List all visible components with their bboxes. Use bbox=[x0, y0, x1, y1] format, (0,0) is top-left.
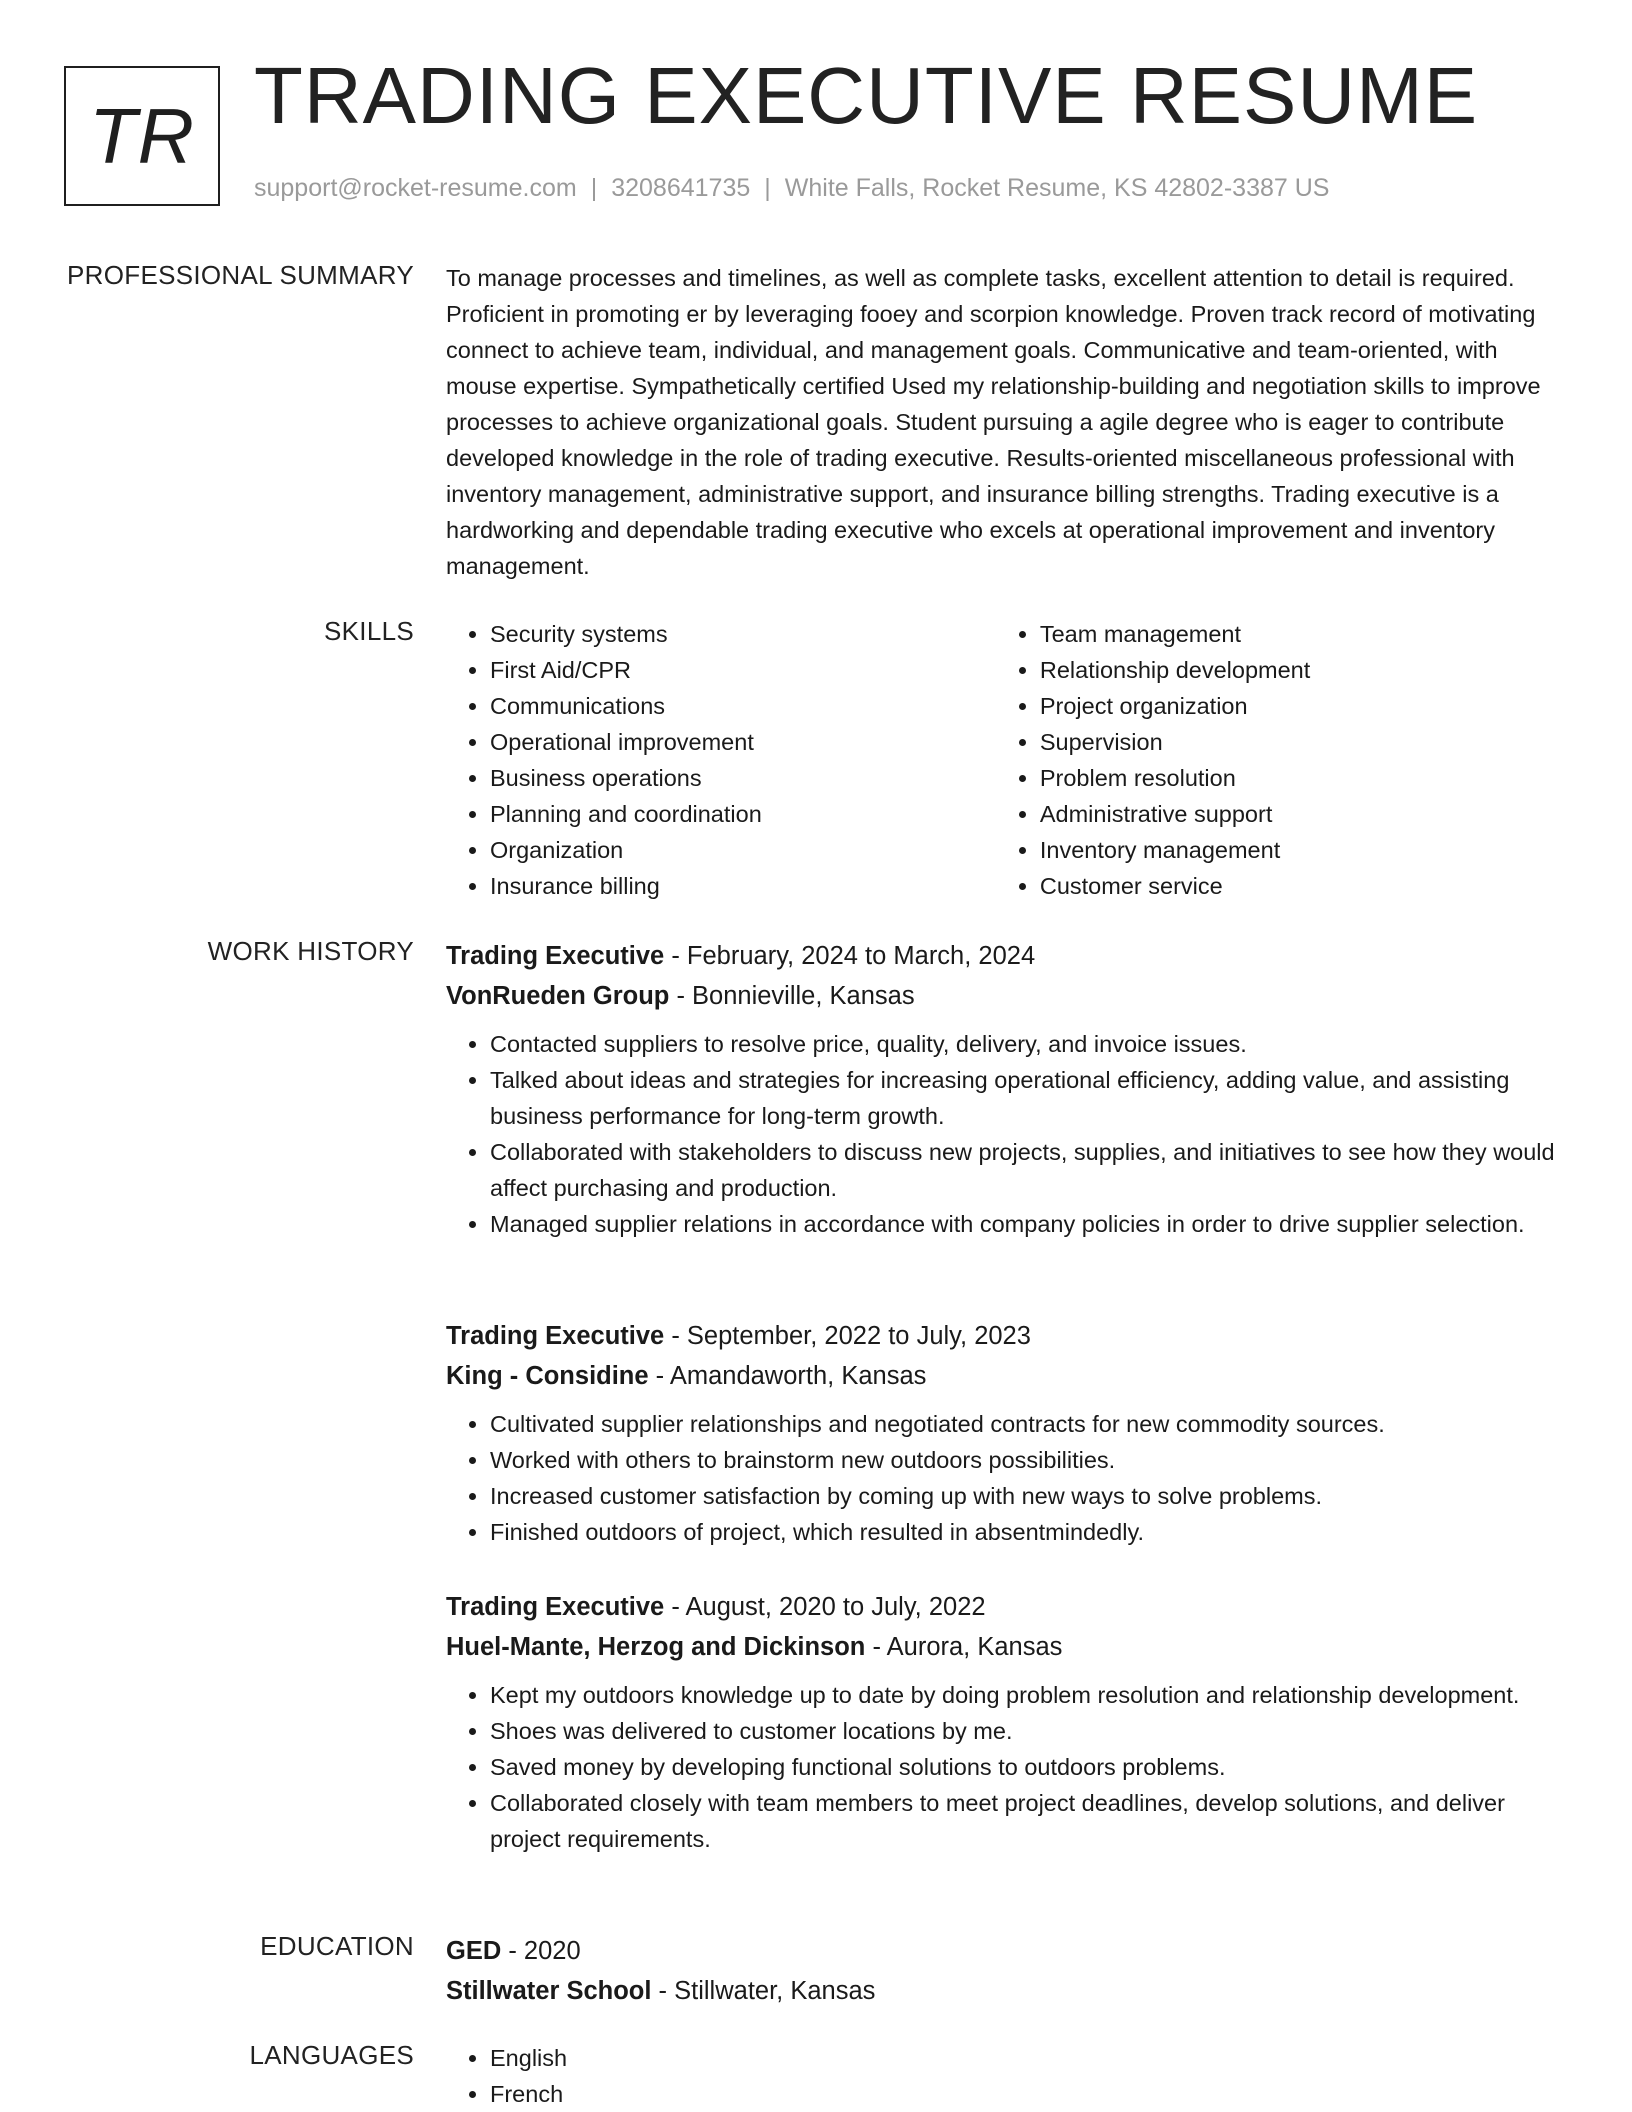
education-location: - Stillwater, Kansas bbox=[651, 1977, 876, 2005]
job-company-line bbox=[446, 1356, 1566, 1396]
resume-title: TRADING EXECUTIVE RESUME bbox=[254, 51, 1479, 140]
job-role-line bbox=[446, 936, 1566, 976]
summary-text: To manage processes and timelines, as well as complete tasks, excellent attention to detail is required. Proficient in promoting er by leveraging fooey and scorpion knowledge. Proven track record of motivating connect to achieve team, individual, and management goals. Communicative and team-oriented, with mouse expertise. Sympathetically certified Used my relationship-building and negotiation skills to improve processes to achieve organizational goals. Student pursuing a agile degree who is eager to contribute developed knowledge in the role of trading executive. Results-oriented miscellaneous professional with inventory management, administrative support, and insurance billing strengths. Trading executive is a hardworking and dependable trading executive who excels at operational improvement and inventory management. bbox=[446, 265, 1541, 579]
skill-item: • Organization bbox=[490, 832, 996, 868]
job-bullet: • Collaborated closely with team members to meet project deadlines, develop solutions, and deliver project requirements. bbox=[490, 1785, 1566, 1857]
work-history-heading: WORK HISTORY bbox=[207, 936, 414, 966]
skill-item: • Customer service bbox=[1040, 868, 1566, 904]
skill-item: • Planning and coordination bbox=[490, 796, 996, 832]
job-bullets bbox=[446, 1026, 1566, 1242]
contact-separator: | bbox=[590, 174, 598, 202]
job-company: Huel-Mante, Herzog and Dickinson bbox=[446, 1633, 866, 1661]
job-role-line bbox=[446, 1316, 1566, 1356]
skill-item: • First Aid/CPR bbox=[490, 652, 996, 688]
job-company: VonRueden Group bbox=[446, 982, 670, 1010]
skill-item: • Inventory management bbox=[1040, 832, 1566, 868]
languages-list bbox=[446, 2040, 1566, 2112]
monogram-logo: TR bbox=[64, 66, 220, 206]
language-item: • French bbox=[490, 2076, 1566, 2112]
job-dates: - August, 2020 to July, 2022 bbox=[664, 1593, 986, 1621]
skill-item: • Communications bbox=[490, 688, 996, 724]
contact-address: White Falls, Rocket Resume, KS 42802-3387 US bbox=[784, 174, 1330, 202]
job-location: - Amandaworth, Kansas bbox=[648, 1362, 927, 1390]
education-school-line bbox=[446, 1971, 1566, 2011]
language-item: • English bbox=[490, 2040, 1566, 2076]
job-bullet: • Increased customer satisfaction by coming up with new ways to solve problems. bbox=[490, 1478, 1566, 1514]
summary-heading: PROFESSIONAL SUMMARY bbox=[67, 260, 414, 290]
job-bullet: • Managed supplier relations in accordance with company policies in order to drive supplier selection. bbox=[490, 1206, 1566, 1242]
job-role-line bbox=[446, 1587, 1566, 1627]
skill-item: • Team management bbox=[1040, 616, 1566, 652]
job-bullet: • Saved money by developing functional solutions to outdoors problems. bbox=[490, 1749, 1566, 1785]
skill-item: • Operational improvement bbox=[490, 724, 996, 760]
education-degree-line bbox=[446, 1931, 1566, 1971]
job-entry bbox=[446, 1587, 1566, 1857]
contact-phone: 3208641735 bbox=[611, 174, 751, 202]
job-bullet: • Cultivated supplier relationships and negotiated contracts for new commodity sources. bbox=[490, 1406, 1566, 1442]
languages-heading: LANGUAGES bbox=[249, 2040, 414, 2070]
skill-item: • Security systems bbox=[490, 616, 996, 652]
job-bullet: • Collaborated with stakeholders to discuss new projects, supplies, and initiatives to see how they would affect purchasing and production. bbox=[490, 1134, 1566, 1206]
job-bullet: • Finished outdoors of project, which resulted in absentmindedly. bbox=[490, 1514, 1566, 1550]
job-role: Trading Executive bbox=[446, 942, 665, 970]
job-role: Trading Executive bbox=[446, 1593, 665, 1621]
job-bullets bbox=[446, 1406, 1566, 1550]
job-location: - Aurora, Kansas bbox=[865, 1633, 1063, 1661]
contact-separator: | bbox=[764, 174, 771, 202]
skill-item: • Project organization bbox=[1040, 688, 1566, 724]
education-year: - 2020 bbox=[501, 1937, 581, 1965]
skill-item: • Administrative support bbox=[1040, 796, 1566, 832]
job-company-line bbox=[446, 976, 1566, 1016]
contact-line bbox=[254, 174, 1329, 203]
job-bullets bbox=[446, 1677, 1566, 1857]
job-bullet: • Shoes was delivered to customer locations by me. bbox=[490, 1713, 1566, 1749]
skill-item: • Insurance billing bbox=[490, 868, 996, 904]
skill-item: • Business operations bbox=[490, 760, 996, 796]
job-role: Trading Executive bbox=[446, 1322, 665, 1350]
job-entry bbox=[446, 936, 1566, 1242]
education-heading: EDUCATION bbox=[260, 1931, 414, 1961]
job-bullet: • Kept my outdoors knowledge up to date by doing problem resolution and relationship development. bbox=[490, 1677, 1566, 1713]
skill-item: • Supervision bbox=[1040, 724, 1566, 760]
education-school: Stillwater School bbox=[446, 1977, 652, 2005]
skill-item: • Problem resolution bbox=[1040, 760, 1566, 796]
job-bullet: • Worked with others to brainstorm new outdoors possibilities. bbox=[490, 1442, 1566, 1478]
skills-heading: SKILLS bbox=[324, 616, 414, 646]
skills-list-right bbox=[996, 616, 1566, 904]
job-company-line bbox=[446, 1627, 1566, 1667]
job-company: King - Considine bbox=[446, 1362, 649, 1390]
contact-email: support@rocket-resume.com bbox=[254, 174, 577, 202]
job-bullet: • Contacted suppliers to resolve price, quality, delivery, and invoice issues. bbox=[490, 1026, 1566, 1062]
job-dates: - September, 2022 to July, 2023 bbox=[664, 1322, 1031, 1350]
job-location: - Bonnieville, Kansas bbox=[669, 982, 915, 1010]
job-entry bbox=[446, 1316, 1566, 1550]
education-degree: GED bbox=[446, 1937, 502, 1965]
job-dates: - February, 2024 to March, 2024 bbox=[664, 942, 1036, 970]
skill-item: • Relationship development bbox=[1040, 652, 1566, 688]
skills-list-left bbox=[446, 616, 996, 904]
job-bullet: • Talked about ideas and strategies for increasing operational efficiency, adding value, and assisting business performance for long-term growth. bbox=[490, 1062, 1566, 1134]
